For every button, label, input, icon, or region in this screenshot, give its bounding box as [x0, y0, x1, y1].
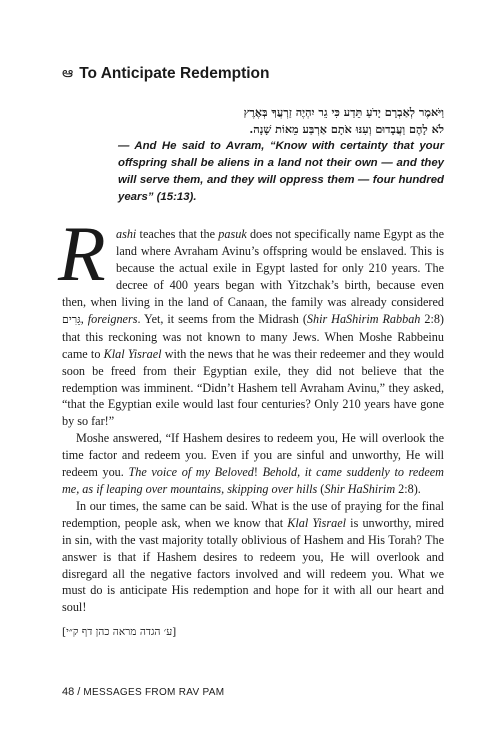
hebrew-inline: גֵּרִים [62, 312, 81, 326]
ornament-icon: ఆ [62, 64, 74, 80]
paragraph-2 [62, 430, 444, 498]
source-citation: [ע׳ הגדה מראה כהן דף ק״י] [62, 626, 177, 639]
text-span: The voice of my Beloved [128, 465, 254, 480]
text-span: Shir HaShirim Rabbah [306, 311, 421, 326]
drop-cap: R [58, 210, 106, 298]
footer-separator: / [74, 686, 84, 698]
paragraph-3 [62, 498, 444, 616]
text-span: ! [253, 465, 263, 480]
verse-translation: — And He said to Avram, “Know with certainty that your offspring shall be aliens in a land not their own — and they will serve them, and they will oppress them — four hundred years” (15:13). [118, 140, 444, 204]
hebrew-verse-line-2: לֹא לָהֶם וַעֲבָדוּם וְעִנּוּ אֹתָם אַרְבַּע מֵאוֹת שָׁנָה. [249, 122, 444, 136]
section-heading [62, 64, 444, 84]
text-span: In our times, the same can be said. What is the use of praying for the final redemption, people ask, when we know that [62, 498, 444, 530]
text-span: Klal Yisrael [287, 515, 347, 530]
text-span: , [80, 311, 88, 326]
text-span: foreigners [87, 311, 138, 326]
page-footer [62, 686, 224, 698]
text-span: does not specifically name Egypt as the land where Avraham Avinu’s offspring would be enslaved. This is because the actual exile in Egypt lasted for only 210 years. The decree of 400 years began with Yitzchak’s birth, because even then, when living in the land of Canaan, the family was already considered [62, 227, 444, 309]
text-span: Moshe answered, “If Hashem desires to redeem you, He will overlook the time factor and redeem you. Even if you are sinful and unworthy, He will redeem you. [62, 431, 444, 480]
text-span: Behold, it came suddenly to redeem me, as if leaping over mountains, skipping over hills [62, 465, 444, 496]
page-content [58, 56, 444, 639]
verse-block [118, 104, 444, 206]
running-head: MESSAGES FROM RAV PAM [83, 687, 225, 698]
text-span: 2:8). [395, 481, 421, 496]
hebrew-verse-line-1: וַיֹּאמֶר לְאַבְרָם יָדֹעַ תֵּדַע כִּי גֵר יִהְיֶה זַרְעֲךָ בְּאֶרֶץ [243, 105, 444, 119]
text-span: ( [317, 481, 325, 496]
text-span: Shir HaShirim [324, 481, 396, 496]
text-span: ashi [116, 227, 137, 242]
text-span: 2:8) that this reckoning was not known to many Jews. When Moshe Rabbeinu came to [62, 311, 444, 361]
section-title: To Anticipate Redemption [79, 65, 270, 82]
text-span: with the news that he was their redeemer and they would soon be freed from their Egyptian exile, they did not believe that the redemption was imminent. “Didn’t Hashem tell Avraham Avinu,” they asked, “that the Egyptian exile would last four centuries? Only 210 years have gone by so far!” [62, 346, 444, 429]
text-span: Klal Yisrael [103, 346, 162, 361]
text-span: is unworthy, mired in sin, with the vast majority totally oblivious of Hashem and His Torah? The answer is that if Hashem desires to redeem you, He will overlook and disregard all the negative factors involved and will redeem you. What we must do is anticipate His redemption and hope for it with all our heart and soul! [62, 515, 444, 615]
text-span: . Yet, it seems from the Midrash ( [137, 311, 307, 326]
text-span: pasuk [218, 227, 247, 242]
paragraph-1 [58, 210, 444, 430]
page-number: 48 [62, 686, 75, 698]
text-span: teaches that the [136, 227, 219, 242]
